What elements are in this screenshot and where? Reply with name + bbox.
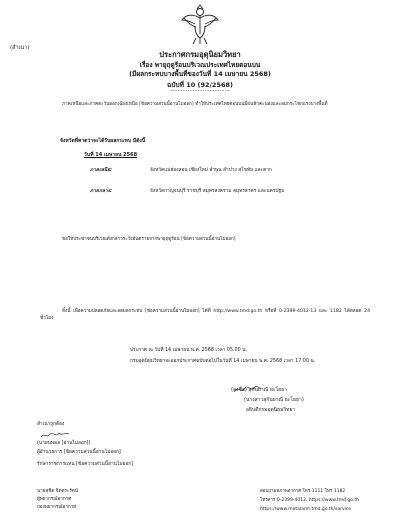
- document-issue-number: ฉบับที่ 10 (92/2568): [167, 81, 233, 89]
- region-provinces: จังหวัดแม่ฮ่องสอน เชียงใหม่ ลำพูน ลำปาง สุโขทัย และตาก: [150, 168, 272, 173]
- signature-signed-line: (ลงชื่อ) สุกันยาณี ยะโยธา: [231, 387, 287, 393]
- region-label: ภาคเหนือ:: [90, 168, 112, 173]
- certifier-name: (นายนพดล [อ่านไม่ออก]): [37, 441, 91, 446]
- contact-alert-website: https://www.metalarm.tmd.go.th/service: [260, 507, 352, 512]
- document-org-title: ประกาศกรมอุตุนิยมวิทยา: [159, 50, 241, 59]
- certifier-signature-icon: [40, 430, 70, 440]
- certifier-acting-title: รักษาราชการแทน [ข้อความส่วนนี้อ่านไม่ออก]: [37, 462, 134, 467]
- region-label: ภาคกลาง:: [90, 189, 112, 194]
- issued-datetime: ประกาศ ณ วันที่ 14 เมษายน พ.ศ. 2568 เวลา 05.00 น.: [130, 348, 247, 353]
- header-divider: ------------------------: [170, 88, 230, 94]
- paragraph-situation: ภาคเหนือและภาคตะวันออกเฉียงเหนือ [ข้อความส่วนนี้อ่านไม่ออก] ทำให้ประเทศไทยตอนบนมีฝนฟ้าคะนองและลมกระโชกแรงบางพื้นที่: [62, 102, 328, 107]
- forecaster-name: นายสุชิต จิตตระรัตน์: [37, 489, 78, 494]
- signatory-position: อธิบดีกรมอุตุนิยมวิทยา: [246, 407, 296, 413]
- paragraph-contact: ทั้งนี้ เพื่อความปลอดภัยและลดผลกระทบ [ข้อความส่วนนี้อ่านไม่ออก] ได้ที่ http://www.tmd.go.th หรือที่ 0-2399-4012-13 และ 1182 ได้ตลอด 24 ชั่วโมง: [40, 309, 370, 322]
- contact-phone: สอบถามสภาพอากาศ โทร 1111 โทร 1182: [260, 489, 346, 494]
- garuda-emblem-icon: [179, 4, 221, 46]
- contact-fax-website: โทรสาร 0-2399-4012, https://www.tmd.go.th: [260, 498, 359, 503]
- affected-date: วันที่ 14 เมษายน 2568: [84, 152, 138, 158]
- region-provinces: จังหวัดกาญจนบุรี ราชบุรี สมุทรสงคราม สมุทรสาคร และนครปฐม: [150, 189, 285, 194]
- document-subject: เรื่อง พายุฤดูร้อนบริเวณประเทศไทยตอนบน: [139, 61, 261, 69]
- signatory-name: (นางสาวสุกันยาณี ยะโยธา): [244, 397, 304, 403]
- paragraph-warning: ขอให้ประชาชนบริเวณดังกล่าวระวังอันตรายจากพายุฤดูร้อน [ข้อความส่วนนี้อ่านไม่ออก]: [62, 237, 236, 242]
- document-subtitle: (มีผลกระทบบางพื้นที่ของวันที่ 14 เมษายน 2568): [129, 70, 271, 78]
- copy-label: (สำเนา): [10, 45, 30, 51]
- forecaster-role: ผู้พยากรณ์อากาศ: [37, 497, 72, 502]
- forecaster-division: กองพยากรณ์อากาศ: [37, 505, 77, 510]
- certifier-title: ผู้อำนวยการ [ข้อความส่วนนี้อ่านไม่ออก]: [37, 450, 121, 455]
- certified-copy-label: สำเนาถูกต้อง: [37, 422, 65, 427]
- affected-provinces-heading: จังหวัดที่คาดว่าจะได้รับผลกระทบ มีดังนี้: [60, 138, 146, 144]
- next-issue-note: กรมอุตุนิยมวิทยาจะออกประกาศฉบับต่อไปในวันที่ 14 เมษายน พ.ศ. 2568 เวลา 17.00 น.: [130, 359, 316, 364]
